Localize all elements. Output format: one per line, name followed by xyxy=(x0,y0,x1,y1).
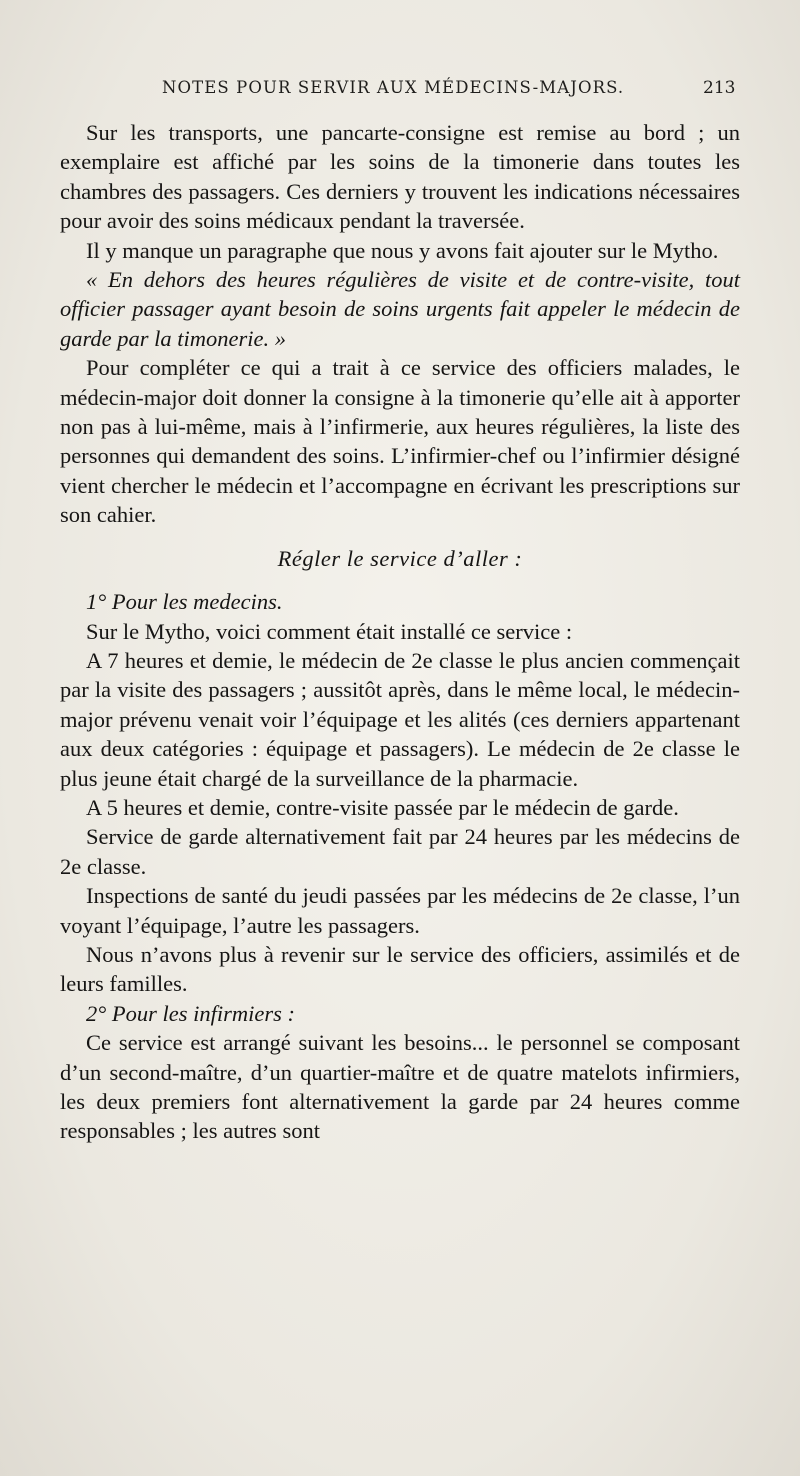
section-heading: Régler le service d’aller : xyxy=(277,545,523,571)
page-header xyxy=(0,78,800,110)
paragraph-transports: Sur les transports, une pancarte-consigne est remise au bord ; un exemplaire est affiché par les soins de la timonerie dans toutes les chambres des passagers. Ces derniers y trouvent les indications nécessaires pour avoir des soins médicaux pendant la traversée. xyxy=(60,120,740,234)
subheading-doctors: 1° Pour les medecins. xyxy=(86,589,283,615)
subheading-nurses: 2° Pour les infirmiers : xyxy=(86,1000,295,1026)
paragraph-counter-visit: A 5 heures et demie, contre-visite passée par le médecin de garde. xyxy=(86,794,679,820)
paragraph-nurses-service: Ce service est arrangé suivant les besoins... le personnel se composant d’un second-maître, d’un quartier-maître et de quatre matelots infirmiers, les deux premiers font alternativement la garde par 24 heures comme responsables ; les autres sont xyxy=(60,1030,740,1144)
paragraph-quoted-notice: « En dehors des heures régulières de visite et de contre-visite, tout officier passager ayant besoin de soins urgents fait appeler le médecin de garde par la timonerie. » xyxy=(60,267,740,351)
paragraph-guard-service: Service de garde alternativement fait par 24 heures par les médecins de 2e classe. xyxy=(60,824,740,879)
body-text xyxy=(60,118,740,1146)
running-head: NOTES POUR SERVIR AUX MÉDECINS-MAJORS. xyxy=(162,78,625,97)
paragraph-missing-clause: Il y manque un paragraphe que nous y avons fait ajouter sur le Mytho. xyxy=(86,237,719,263)
paragraph-mytho-service: Sur le Mytho, voici comment était installé ce service : xyxy=(86,618,573,644)
paragraph-officers-service: Pour compléter ce qui a trait à ce service des officiers malades, le médecin-major doit donner la consigne à la timonerie qu’elle ait à apporter non pas à lui-même, mais à l’infirmerie, aux heures régulières, la liste des personnes qui demandent des soins. L’infirmier-chef ou l’infirmier désigné vient chercher le médecin et l’accompagne en écrivant les prescriptions sur son cahier. xyxy=(60,355,740,528)
paragraph-officers-families: Nous n’avons plus à revenir sur le service des officiers, assimilés et de leurs familles. xyxy=(60,941,740,997)
page-number: 213 xyxy=(703,78,736,98)
paragraph-inspections: Inspections de santé du jeudi passées par les médecins de 2e classe, l’un voyant l’équipage, l’autre les passagers. xyxy=(60,883,740,938)
paragraph-morning-visit: A 7 heures et demie, le médecin de 2e classe le plus ancien commençait par la visite des passagers ; aussitôt après, dans le même local, le médecin-major prévenu venait voir l’équipage et les alités (ces derniers appartenant aux deux catégories : équipage et passagers). Le médecin de 2e classe le plus jeune était chargé de la surveillance de la pharmacie. xyxy=(60,647,740,791)
